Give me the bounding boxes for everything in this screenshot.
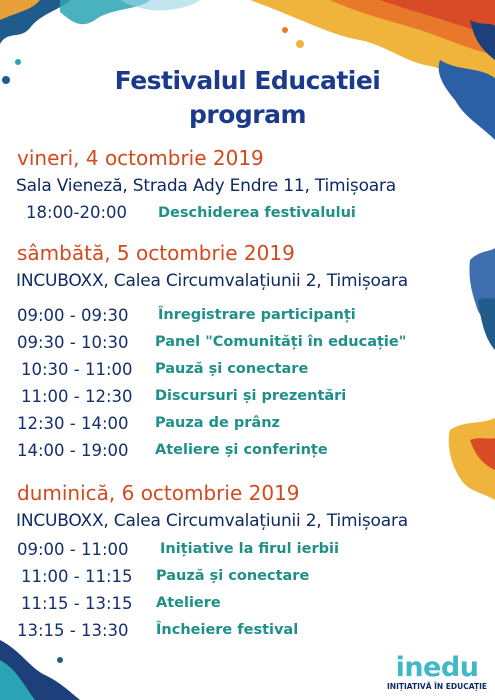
inedu-logo	[387, 654, 487, 692]
schedule-event: Pauza de prânz	[155, 415, 280, 431]
schedule-time: 11:15 - 13:15	[21, 594, 133, 613]
schedule-time: 18:00-20:00	[26, 203, 128, 222]
schedule-time: 13:15 - 13:30	[17, 621, 129, 640]
venue-friday: Sala Vieneză, Strada Ady Endre 11, Timișoara	[16, 176, 397, 196]
schedule-event: Încheiere festival	[156, 622, 299, 638]
schedule-event: Ateliere și conferințe	[155, 442, 328, 458]
program-subtitle: program	[188, 100, 307, 129]
festival-title: Festivalul Educatiei	[114, 66, 381, 95]
schedule-event: Pauză și conectare	[156, 568, 310, 584]
day-heading-sunday: duminică, 6 octombrie 2019	[17, 481, 300, 505]
schedule-time: 09:30 - 10:30	[17, 333, 129, 352]
schedule-event: Pauză și conectare	[155, 361, 309, 377]
schedule-time: 09:00 - 11:00	[17, 540, 129, 559]
schedule-event: Ateliere	[156, 595, 221, 611]
schedule-event: Deschiderea festivalului	[158, 205, 356, 221]
schedule-event: Panel "Comunități în educație"	[155, 334, 407, 350]
schedule-event: Discursuri și prezentări	[155, 388, 347, 404]
logo-wordmark: inedu	[395, 652, 479, 683]
venue-sunday: INCUBOXX, Calea Circumvalațiunii 2, Timișoara	[16, 511, 408, 531]
schedule-time: 14:00 - 19:00	[17, 441, 129, 460]
schedule-time: 12:30 - 14:00	[17, 414, 129, 433]
schedule-event: Înregistrare participanți	[158, 307, 356, 323]
day-heading-saturday: sâmbătă, 5 octombrie 2019	[17, 241, 295, 265]
schedule-time: 11:00 - 11:15	[21, 567, 133, 586]
logo-tagline: INIȚIATIVĂ ÎN EDUCAȚIE	[387, 682, 487, 691]
venue-saturday: INCUBOXX, Calea Circumvalațiunii 2, Timișoara	[16, 271, 408, 291]
schedule-time: 09:00 - 09:30	[17, 306, 129, 325]
day-heading-friday: vineri, 4 octombrie 2019	[17, 146, 264, 170]
schedule-event: Inițiative la firul ierbii	[160, 541, 339, 557]
schedule-time: 11:00 - 12:30	[21, 387, 133, 406]
schedule-time: 10:30 - 11:00	[21, 360, 133, 379]
